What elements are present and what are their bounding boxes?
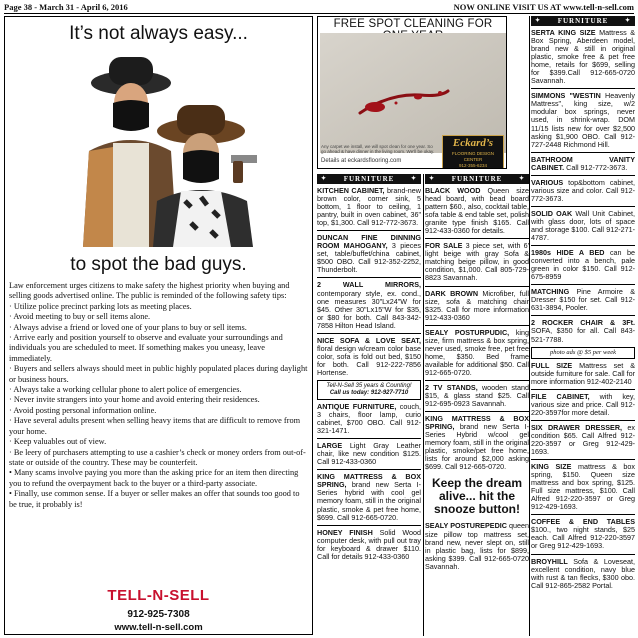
ad-body: Solid Wood computer desk, with pull out tray for keyboard & drawer $110. Call for details 912-433-0360: [317, 527, 421, 561]
ad-body: Sofa & Loveseat, excellent condition, navy blue with rust & tan flecks, $300 obo. Call 912-865-2582 Portal.: [531, 556, 635, 590]
ad-title: COFFEE & END TABLES: [531, 517, 635, 527]
ad-title: BROYHILL: [531, 556, 568, 566]
ad-title: NICE SOFA & LOVE SEAT,: [317, 335, 421, 345]
ad-title: ANTIQUE FURNITURE,: [317, 401, 397, 411]
safety-tip: · Buyers and sellers always should meet in public highly populated places during daylight or business hours.: [9, 364, 308, 384]
eckard-headline: FREE SPOT CLEANING FOR: [333, 18, 493, 30]
ad-title: KING MATTRESS & BOX SPRING,: [425, 414, 529, 432]
column-2-ads-b: [425, 522, 529, 570]
classified-column-1: [317, 174, 421, 636]
promo-line-2: Call us today: 912-927-7710: [329, 389, 409, 396]
ad-body: contemporary style, ex. cond., one measures 30"Lx24"W for $45. Other 30"Lx15"W for $35, or $80 for both. Call 843-342-7858 Hilton Head Island.: [317, 288, 421, 330]
classified-ad: [317, 337, 421, 377]
classified-ad: [425, 384, 529, 408]
contact-website[interactable]: www.tell-n-sell.com: [114, 622, 203, 633]
ad-title: SERTA KING SIZE: [531, 28, 596, 37]
ad-separator: [531, 389, 635, 390]
column-divider: [423, 174, 424, 636]
bandits-image-icon: [61, 51, 261, 247]
classified-ad: [317, 403, 421, 435]
ad-separator: [531, 315, 635, 316]
ad-title: BATHROOM VANITY CABINET.: [531, 154, 635, 172]
safety-tip: · Utilize police precinct parking lots as meeting places.: [9, 301, 192, 311]
page-info: Page 38 - March 31 - April 6, 2016: [4, 2, 128, 12]
ad-title: 2 TV STANDS,: [425, 382, 478, 392]
ad-title: 2 ROCKER CHAIR & 3Ft.: [531, 318, 635, 328]
safety-tip: · Have several adults present when selling heavy items that are difficult to remove from your home.: [9, 416, 301, 436]
ad-title: SIX DRAWER DRESSER,: [531, 422, 623, 432]
ad-body: wooden stand $15, & glass stand $25. Call 912-695-0923 Savannah.: [425, 382, 529, 409]
classified-ad: [425, 290, 529, 322]
ad-title: KING SIZE: [531, 462, 572, 472]
safety-tip: • Many scams involve paying you more than the asking price for an item then directing you to refund the overpayment back to the buyer or a third-party associate.: [9, 468, 299, 488]
classified-ad: [531, 558, 635, 590]
ad-body: 3 piece set, with 6' light beige with gray Sofa & matching beige pillow, in good condition, $1,000. Call 805-729-8823 Savannah.: [425, 241, 529, 283]
classified-ad: [531, 463, 635, 511]
classified-ad: [531, 210, 635, 242]
ad-separator: [531, 152, 635, 153]
ad-body: floral design w/cream color base color, sofa is fold out bed, $150 for both. Call 912-222-7856 Hortense.: [317, 343, 421, 377]
safety-body: [9, 281, 308, 510]
ad-title: SIMMONS "WESTIN: [531, 91, 601, 101]
ad-separator: [531, 206, 635, 207]
eckard-logo-sub: FLOORING DESIGN CENTER: [451, 151, 494, 162]
eckard-logo: [442, 135, 504, 169]
ad-title: SEALY POSTURPUDIC,: [425, 327, 510, 337]
safety-notice-box: [4, 16, 313, 635]
ad-title: 2 WALL MIRRORS,: [317, 280, 421, 290]
ad-body: queen size pillow top mattress set, brand new, never slept on, still in plastic bag, lists for $899, asking $399. Call 912-665-0720 Savannah.: [425, 521, 529, 571]
ad-body: king size, firm mattress & box spring, never used, smoke free, pet free home, $350. Bed frame available for additional $50. Call 912-665-0720.: [425, 327, 530, 377]
website-banner[interactable]: NOW ONLINE VISIT US AT www.tell-n-sell.com: [453, 2, 634, 12]
ad-title: BLACK WOOD: [425, 186, 481, 195]
ad-separator: [531, 459, 635, 460]
ad-body: Wall Unit Cabinet, with glass door, lots of space and storage $100. Call 912-271-4787.: [531, 208, 635, 243]
safety-tip: · Always take a working cellular phone to alert police of emergencies.: [9, 385, 242, 395]
classified-ad: [317, 187, 421, 227]
ad-separator: [531, 175, 635, 176]
ad-separator: [531, 245, 635, 246]
ad-body: Mattress set & outside furniture for sale. Call for more information 912-402-2140: [531, 360, 635, 386]
classified-ad: [317, 281, 421, 329]
column-3-ads-a: [531, 29, 635, 344]
photo-ads-notice: photo ads @ $5 per week: [531, 347, 635, 359]
ad-separator: [531, 514, 635, 515]
ad-title: DUNCAN FINE DINNING ROOM MAHOGANY,: [317, 233, 421, 251]
ad-separator: [317, 277, 421, 278]
ad-separator: [425, 286, 529, 287]
classified-column-2: [425, 174, 529, 636]
section-header-furniture: ✦ FURNITURE ✦: [317, 174, 421, 184]
classified-ad: [531, 156, 635, 172]
eckard-details-link[interactable]: Details at eckardsflooring.com: [321, 158, 402, 164]
ad-title: VARIOUS: [531, 177, 564, 187]
safety-tip: · Avoid posting personal information online.: [9, 405, 157, 415]
tell-n-sell-promo-box: [317, 380, 421, 400]
ad-title: HONEY FINISH: [317, 527, 373, 537]
ad-separator: [317, 469, 421, 470]
logo-text: TELL-N-SELL: [107, 587, 210, 604]
ad-separator: [425, 325, 529, 326]
ad-body: Microfiber, full size, sofa & matching chair $325. Call for more information 912-433-0360: [425, 288, 529, 322]
safety-tip: · Never invite strangers into your home and avoid entering their residences.: [9, 395, 260, 405]
ad-body: $100., two night stands, $25 each. Call Alfred 912-220-3597 or Greg 912-429-1693.: [531, 525, 635, 551]
section-header-furniture: ✦ FURNITURE ✦: [425, 174, 529, 184]
section-header-furniture: ✦ FURNITURE ✦: [531, 16, 635, 26]
classified-ad: [317, 442, 421, 466]
column-divider: [529, 16, 530, 636]
ad-separator: [317, 230, 421, 231]
classified-column-3: [531, 16, 635, 636]
ad-body: brand new Serta I-Series hybrid with cool gel memory foam, still in the original plastic, smoke & pet free home, $699. Call 912-665-0720.: [317, 480, 421, 522]
safety-tip: · Always advise a friend or loved one of your plans to buy or sell items.: [9, 322, 247, 332]
column-2-ads-a: [425, 187, 529, 471]
ad-title: 1980s HIDE A BED: [531, 248, 605, 258]
ad-separator: [531, 88, 635, 89]
classified-ad: [531, 179, 635, 203]
column-3-ads-b: [531, 362, 635, 590]
ad-body: Heavenly Mattress", king size, w/2 modular box springs, never used, in shrink-wrap. DOM 11/15 lists new for over $2,500 asking $1,900 OBO. Call 912-727-2448 Richmond Hill.: [531, 91, 635, 149]
ad-title: MATCHING: [531, 287, 570, 297]
ad-body: brand-new brown color, corner sink, 5 bottom, 1 floor to ceiling, 1 pantry, built in oven cabinet, 36" top, $1,300. Call 912-772-3673.: [317, 186, 421, 228]
classified-ad: [317, 529, 421, 561]
ad-title: FULL SIZE: [531, 360, 573, 370]
classified-ad: [531, 288, 635, 312]
classified-ad: [531, 518, 635, 550]
ad-separator: [531, 420, 635, 421]
classified-ad: [317, 234, 421, 274]
ad-title: FOR SALE: [425, 241, 463, 251]
ad-body: SOFA, $350 for all. Call 843-521-7788.: [531, 326, 635, 344]
ad-body: Pine Armoire & Dresser $150 for set. Call 912-631-3894, Pooler.: [531, 287, 635, 313]
classified-ad: [425, 415, 529, 471]
classified-ad: [425, 329, 529, 377]
ad-title: KING MATTRESS & BOX SPRING,: [317, 472, 421, 490]
ad-title: DARK BROWN: [425, 288, 479, 298]
classified-ad: [531, 319, 635, 343]
ad-title: FILE CABINET,: [531, 391, 590, 401]
classified-ad: [531, 362, 635, 386]
safety-title: It’s not always easy...: [69, 23, 248, 44]
safety-subtitle: to spot the bad guys.: [70, 254, 247, 275]
safety-tip: · Arrive early and position yourself to observe and evaluate your surroundings and individuals you are scheduled to meet. If something makes you uneasy, leave immediately.: [9, 333, 283, 363]
classified-ad: [531, 393, 635, 417]
safety-tips-list: [9, 302, 308, 510]
classified-ad: [317, 473, 421, 521]
ad-separator: [317, 438, 421, 439]
column-1-ads-a: [317, 187, 421, 377]
contact-phone: 912-925-7308: [127, 609, 190, 620]
ad-body: Mattress & Box Spring, Aberdeen model, brand new & still in original plastic, smoke free & pet free home, retails for $699, selling for $399.Call 912-665-0720 Savannah.: [531, 28, 635, 86]
eckard-small-print: Any carpet we install, we will spot clean for one year. So go ahead & have dinner in the living room. We’ll be okay.: [321, 144, 435, 154]
eckard-logo-phone: 912-355-6234: [458, 163, 488, 168]
ad-separator: [317, 333, 421, 334]
ad-title: SEALY POSTUREPEDIC: [425, 521, 507, 531]
classified-ad: [425, 522, 529, 570]
ad-body: Light Gray Leather chair, like new condition $125. Call 912-433-0360: [317, 441, 421, 467]
ad-title: SOLID OAK: [531, 208, 573, 218]
ad-body: couch, 3 chairs, floor lamp, curio cabinet, $700 OBO. Call 912-321-1471.: [317, 401, 421, 436]
safety-intro: Law enforcement urges citizens to make safety the highest priority when buying and selling goods advertised online. The public is reminded of the following safety tips:: [9, 281, 290, 301]
column-1-ads-b: [317, 403, 421, 561]
classified-ad: [531, 29, 635, 85]
ad-body: Call 912-772-3673.: [564, 162, 628, 172]
classified-ad: [531, 249, 635, 281]
classified-ad: [425, 187, 529, 235]
ad-separator: [531, 554, 635, 555]
classified-ad: [531, 424, 635, 456]
ad-body: with key, various size and price. Call 912-220-3597for more detail.: [531, 391, 635, 417]
ad-separator: [317, 525, 421, 526]
ad-title: KITCHEN CABINET,: [317, 186, 385, 195]
header-rule: [4, 13, 634, 14]
ad-body: 3 pieces set, table/buffet/china cabinet, $500 OBO. Call 912-352-2252, Thunderbolt.: [317, 241, 421, 275]
ad-separator: [531, 284, 635, 285]
classified-ad: [531, 92, 635, 148]
tell-n-sell-logo: [5, 587, 312, 605]
classified-ad: [425, 242, 529, 282]
safety-tip: · Avoid meeting to buy or sell items alone.: [9, 312, 151, 322]
safety-tip: • Finally, use common sense. If a buyer or seller makes an offer that sounds too good to be true, it probably is!: [9, 489, 300, 509]
safety-tip: · Be leery of purchasers attempting to use a cashier’s check or money orders from out-of-state or outside of the country. These may be counterfeit.: [9, 447, 306, 467]
eckard-logo-name: Eckard’s: [452, 137, 494, 149]
ad-body: mattress & box spring, $150. Queen size mattress and box spring, $125. Full size mattress, $100. Call Alfred 912-220-3597 or Greg 912-429-1693.: [531, 462, 635, 512]
promo-line-1: Tell-N-Sell 35 years & Counting!: [326, 382, 412, 389]
ad-body: brand new Serta I-Series Hybrid w/cool gel memory foam, still in the original plastic, smoke/pet free home, lists for around $2,000 asking $699. Call 912-665-0720.: [425, 422, 529, 472]
ad-separator: [425, 411, 529, 412]
ad-separator: [425, 380, 529, 381]
ad-body: ex condition $65. Call Alfred 912-220-3597 or Greg 912-429-1693.: [531, 422, 635, 457]
ad-body: top&bottom cabinet, various size and color. Call 912-772-3673.: [531, 177, 635, 203]
snooze-slogan: Keep the dream alive... hit the snooze button!: [431, 476, 523, 517]
eckard-flooring-ad[interactable]: [317, 16, 507, 169]
ad-body: Queen size head board, with bead board pattern $60., also, cocktail table, sofa table & end table set, polish granite type finish $165. Call 912-433-0360 for details.: [425, 186, 529, 236]
safety-tip: · Keep valuables out of view.: [9, 437, 107, 447]
ad-title: LARGE: [317, 441, 343, 451]
ad-separator: [425, 238, 529, 239]
ad-body: can be converted into a bench, pale green in color $150. Call 912-675-8959: [531, 248, 636, 282]
